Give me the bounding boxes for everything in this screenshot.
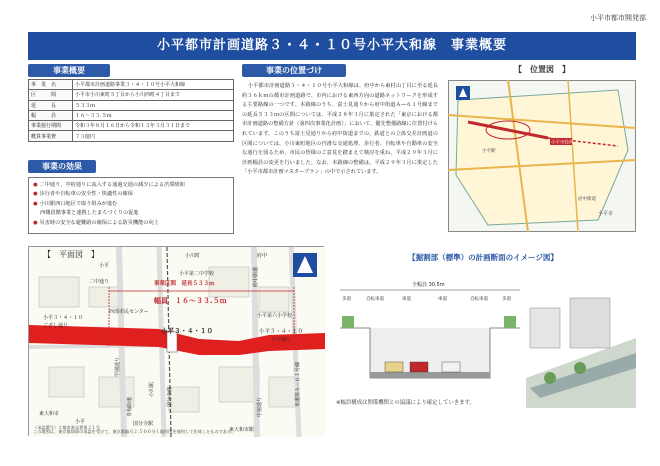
overview-key: 事業施行期間 [29,121,73,131]
location-map-panel [448,64,636,234]
plan-map-label-fuchu: 府中街道 [253,266,259,287]
overview-row [29,80,234,90]
plan-map-label-kokubunji: 国分寺線 [167,386,173,407]
cross-section-part-3: 車道 [402,297,411,302]
overview-row [29,110,234,120]
effect-item [33,181,229,190]
overview-row [29,131,234,141]
overview-table [28,79,234,142]
overview-key: 事 業 名 [29,80,73,90]
bullet-icon: ● [33,182,38,188]
plan-map-label-yamato: 国分寺駅 [133,421,154,427]
effect-text: 歩行者や自転車の安全性・快適性の確保 [39,191,133,198]
cross-section-diagram [330,268,636,408]
plan-map-footnote-1: この地図は、東京都知事の承認を受けて、東京都縮尺２,５００分１地形図を使用して作成したものである。 [33,429,236,434]
cross-section-total: 全幅員 30.5m [412,282,445,288]
overview-heading: 事業概要 [28,64,110,77]
cross-section-part-4: 車道 [438,297,447,302]
effect-text: 小川駅西口地区で取り組みが進む [39,200,118,207]
plan-map-label-kodaira-shi: 東大和市駅 [229,427,255,433]
location-map-title: 【 位置図 】 [514,65,570,74]
plan-map-label-center: 西部市民センター [109,309,149,315]
location-map-label-city: 小平市 [598,211,614,217]
plan-map-title: 【 平面図 】 [43,250,99,259]
bullet-icon: ● [33,219,38,226]
cross-section-part-5: 自転車道 [470,297,488,302]
overview-key: 延 長 [29,100,73,110]
plan-map-label-ryokudo: 市道第Ａ－６１号線 [295,361,301,407]
location-map-label-road: 府中街道 [578,197,596,202]
overview-value: ５３３ｍ [73,100,234,110]
plan-map-label-kita: 府中 [257,253,268,259]
cross-section-part-2: 自転車道 [366,297,384,302]
overview-key: 概算事業費 [29,131,73,141]
cross-section-panel [330,252,636,436]
position-text: 小平都市計画道路３・４・１０号小平大和線は、府中から東村山丁目に至る延長約３６ｋｍの都市計画道路で、市内における東西方向の道路ネットワークを形成する主要路線の一つです。本路線のうち、富士見通りから府中街道Ａ―６１号線までの延長５３３ｍの区間については、平成２８年３月に策定された「東京における都市計画道路の整備方針（第四次事業化計画）」において、優先整備路線に位置付けられています。このうち富士見通りから府中街道までの、鉄道との立体交差計画道の区間については、小川東町地区の円滑な交通処理、歩行者、自転車や自動車の安全な通行を図るため、市民の皆様のご意見を踏まえて検討を重ね、平成２９年３月に計画幅員の変更を行いました。なお、本路線の整備は、平成２９年３月に策定した「小平市都市計画マスタープラン」の中で示されています。 [242,83,438,176]
page-title: 小平都市計画道路３・４・１０号小平大和線 事業概要 [28,32,636,60]
effect-text: 災害時の安全な避難路の確保による防災機能の向上 [39,219,159,226]
cross-section-part-6: 歩道 [502,297,511,302]
plan-map-label-road-main: 小平３・４・１０ [161,327,213,335]
overview-key: 幅 員 [29,110,73,120]
plan-map-label-school: 小平第二中学校 [179,271,215,277]
overview-row [29,121,234,131]
plan-map-label-small-n: 小川町 [185,253,201,259]
plan-map-label-width: 幅員 １６～３３.５ｍ [154,297,227,305]
effects-heading: 事業の効果 [28,160,96,173]
effect-item [33,190,229,199]
overview-value: 令和３年８月１６日から令和１３年３月３１日まで [73,121,234,131]
overview-value: 小平市小川東町５丁目から小川西町４丁目まで [73,90,234,100]
effects-list [28,177,234,234]
effect-item [33,200,229,209]
plan-map [29,247,325,437]
plan-map-label-station: 小川駅 [149,381,155,397]
bullet-icon: ● [33,191,38,198]
plan-map-label-kokobetsu: ござし通り [43,323,69,329]
plan-map-label-ome: 青梅街道 [127,396,133,417]
position-heading: 事業の位置づけ [242,64,346,77]
overview-row [29,90,234,100]
cross-section-part-1: 歩道 [342,297,351,302]
location-map-label-station: 小平駅 [482,149,496,154]
plan-map-label-west: 小平３・４・１０ [43,315,84,321]
cross-section-note: ※幅員構成は関係機関との協議により確定していきます。 [336,400,475,406]
plan-map-label-gakuen: 学園通り [115,356,121,377]
plan-map-label-rokkaku: 六小通り [271,337,292,343]
org-name: 小平市都市開発部 [590,14,646,22]
bullet-icon: ● [33,200,38,207]
effect-text: 西側段階事業と連携したまちづくりの促進 [40,210,139,217]
plan-map-label-kodaira-n: 小平 [99,263,110,269]
effect-item [33,219,229,228]
plan-map-label-road-main2: 小平３・４・１０ [259,329,304,335]
plan-map-label-nichu: 二中通り [89,279,110,285]
plan-map-label-koga: 小平 [75,419,86,425]
plan-map-label-nakajuku: 中宿通り [257,396,263,417]
overview-row [29,100,234,110]
location-map [448,80,636,232]
overview-key: 区 間 [29,90,73,100]
effect-item [33,209,229,218]
cross-section-title: 【掘割部（標準）の計画断面のイメージ図】 [408,253,558,262]
plan-map-label-school2: 小平第六小学校 [257,313,293,319]
plan-map-label-higashi: 東大和市 [39,411,60,417]
plan-map-label-range: 事業区間 延長５３３ｍ [154,281,215,287]
location-map-label-kodaira: 小平市役所 [551,140,574,146]
plan-map-footnote-2: （承認番号）２都市基交著第２１号 [33,425,101,430]
overview-value: ７３億円 [73,131,234,141]
effect-text: 二中通り、中宿通りに流入する通過交通の減少による渋滞緩和 [39,182,185,188]
plan-map-panel [28,246,324,436]
overview-value: 小平都市計画道路事業３・４・１０号小平大和線 [73,80,234,90]
overview-value: １６～３３.５ｍ [73,110,234,120]
